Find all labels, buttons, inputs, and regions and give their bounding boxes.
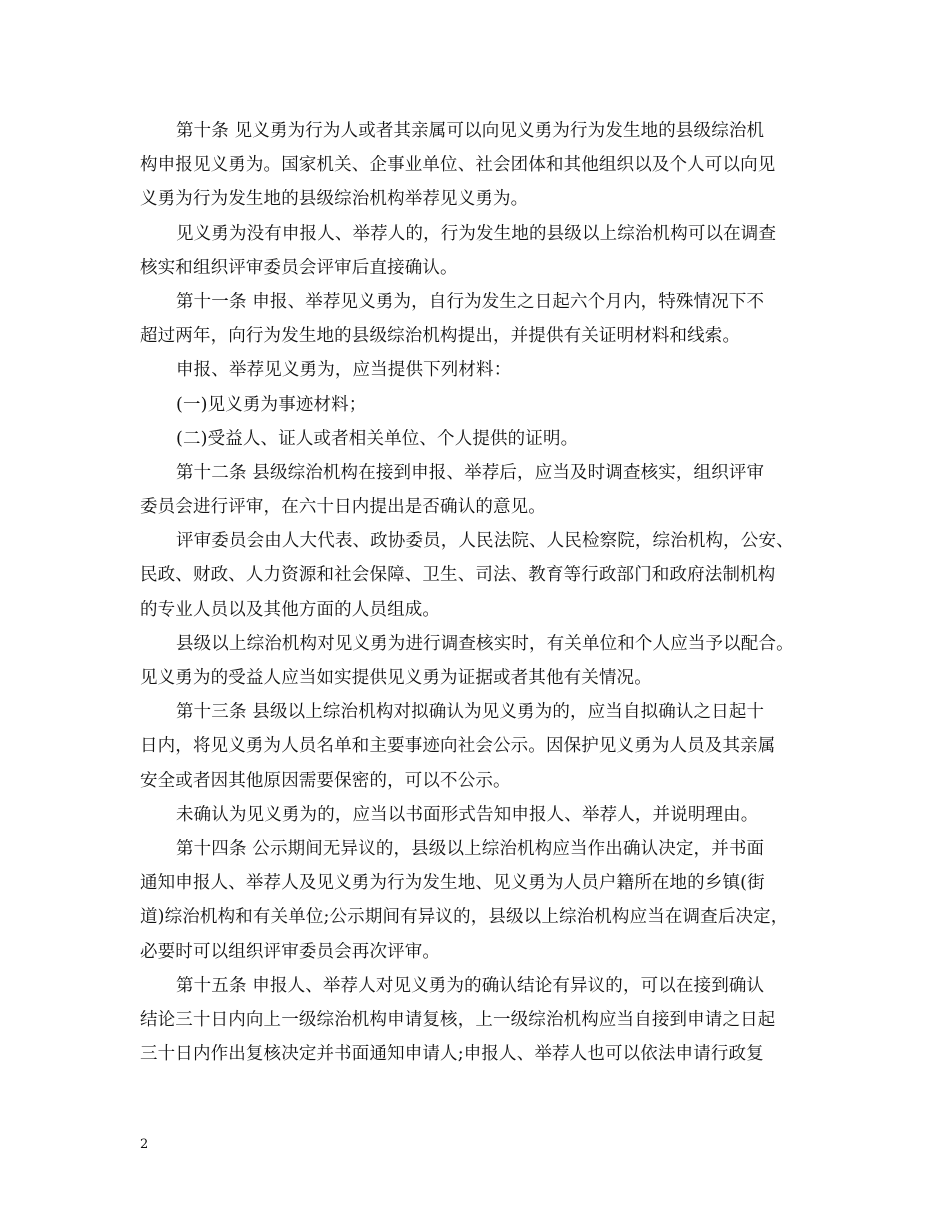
text-line: 第十条 见义勇为行为人或者其亲属可以向见义勇为行为发生地的县级综治机 bbox=[176, 121, 765, 141]
text-line: 第十三条 县级以上综治机构对拟确认为见义勇为的，应当自拟确认之日起十 bbox=[176, 702, 765, 723]
text-line: 县级以上综治机构对见义勇为进行调查核实时，有关单位和个人应当予以配合。 bbox=[176, 633, 794, 654]
document-body bbox=[140, 114, 820, 1071]
text-line: 民政、财政、人力资源和社会保障、卫生、司法、教育等行政部门和政府法制机构 bbox=[140, 565, 776, 586]
text-line: 评审委员会由人大代表、政协委员，人民法院、人民检察院，综治机构，公安、 bbox=[176, 531, 794, 552]
text-line: 必要时可以组织评审委员会再次评审。 bbox=[140, 941, 441, 962]
text-line: 道)综治机构和有关单位;公示期间有异议的，县级以上综治机构应当在调查后决定， bbox=[140, 907, 789, 928]
text-line: 见义勇为没有申报人、举荐人的，行为发生地的县级以上综治机构可以在调查 bbox=[176, 223, 777, 244]
page-number: 2 bbox=[140, 1137, 149, 1152]
text-line: 的专业人员以及其他方面的人员组成。 bbox=[140, 599, 441, 620]
text-line: (二)受益人、证人或者相关单位、个人提供的证明。 bbox=[176, 428, 579, 449]
text-line: 日内，将见义勇为人员名单和主要事迹向社会公示。因保护见义勇为人员及其亲属 bbox=[140, 736, 776, 757]
text-line: 义勇为行为发生地的县级综治机构举荐见义勇为。 bbox=[140, 189, 529, 210]
text-line: 申报、举荐见义勇为，应当提供下列材料： bbox=[176, 360, 512, 381]
text-line: 三十日内作出复核决定并书面通知申请人;申报人、举荐人也可以依法申请行政复 bbox=[140, 1044, 764, 1065]
text-line: 第十五条 申报人、举荐人对见义勇为的确认结论有异议的，可以在接到确认 bbox=[176, 975, 765, 996]
text-line: 见义勇为的受益人应当如实提供见义勇为证据或者其他有关情况。 bbox=[140, 668, 652, 688]
text-line: 第十二条 县级综治机构在接到申报、举荐后，应当及时调查核实，组织评审 bbox=[176, 462, 765, 483]
text-line: (一)见义勇为事迹材料； bbox=[176, 394, 367, 415]
text-line: 核实和组织评审委员会评审后直接确认。 bbox=[140, 257, 458, 278]
text-line: 第十四条 公示期间无异议的，县级以上综治机构应当作出确认决定，并书面 bbox=[176, 838, 765, 859]
text-line: 委员会进行评审，在六十日内提出是否确认的意见。 bbox=[140, 497, 546, 518]
text-line: 结论三十日内向上一级综治机构申请复核，上一级综治机构应当自接到申请之日起 bbox=[140, 1009, 776, 1030]
text-line: 安全或者因其他原因需要保密的，可以不公示。 bbox=[140, 770, 511, 791]
text-line: 超过两年，向行为发生地的县级综治机构提出，并提供有关证明材料和线索。 bbox=[140, 326, 741, 347]
text-line: 第十一条 申报、举荐见义勇为，自行为发生之日起六个月内，特殊情况下不 bbox=[176, 291, 765, 312]
text-line: 未确认为见义勇为的，应当以书面形式告知申报人、举荐人，并说明理由。 bbox=[176, 804, 759, 825]
text-line: 构申报见义勇为。国家机关、企事业单位、社会团体和其他组织以及个人可以向见 bbox=[140, 155, 776, 176]
text-line: 通知申报人、举荐人及见义勇为行为发生地、见义勇为人员户籍所在地的乡镇(街 bbox=[140, 873, 765, 894]
